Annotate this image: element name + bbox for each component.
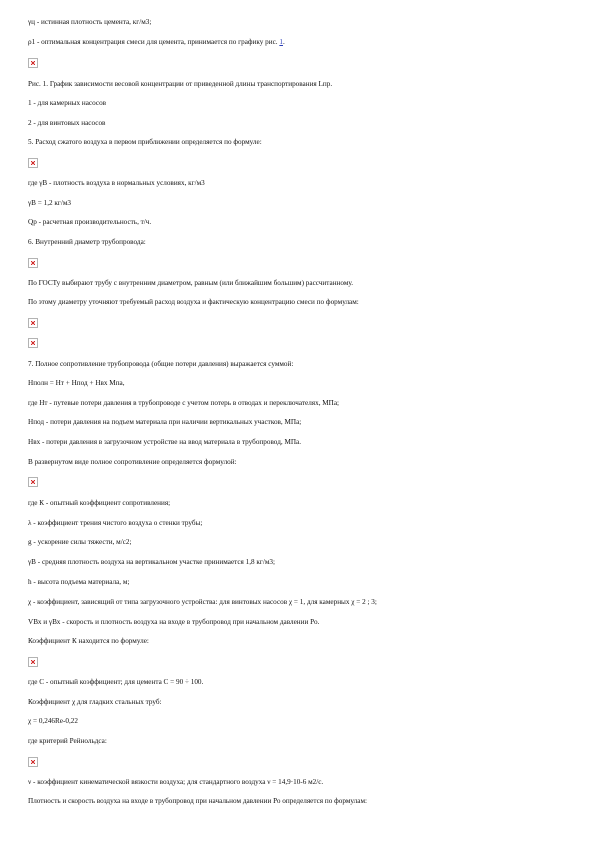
text-span: ρ1 - оптимальная концентрация смеси для цемента, принимается по графику рис.: [28, 38, 280, 46]
formula-line: Нполн = Нт + Нпод + Нвх Мпа,: [28, 379, 125, 387]
text-line: h - высота подъема материала, м;: [28, 578, 130, 586]
text-line: VВх и γВх - скорость и плотность воздуха на входе в трубопровод при начальном давлении Ро.: [28, 618, 320, 626]
text-line: Нвх - потери давления в загрузочном устройстве на ввод материала в трубопровод, МПа.: [28, 438, 302, 446]
text-span: .: [282, 38, 285, 46]
text-line: Qр - расчетная производительность, т/ч.: [28, 218, 152, 226]
broken-image-icon: [28, 657, 38, 667]
text-line: λ - коэффициент трения чистого воздуха о стенки трубы;: [28, 519, 203, 527]
section-heading: 7. Полное сопротивление трубопровода (общие потери давления) выражается суммой:: [28, 360, 294, 368]
text-line: Плотность и скорость воздуха на входе в трубопровод при начальном давлении Ро определяется по формулам:: [28, 797, 367, 805]
text-line: ν - коэффициент кинематической вязкости воздуха; для стандартного воздуха ν = 14,9·10-6 м2/с.: [28, 778, 324, 786]
figure-link[interactable]: 1: [279, 38, 283, 46]
text-line: Нпод - потери давления на подъем материала при наличии вертикальных участков, МПа;: [28, 418, 302, 426]
text-line: По ГОСТу выбирают трубу с внутренним диаметром, равным (или ближайшим большим) рассчитанному.: [28, 279, 354, 287]
broken-image-icon: [28, 338, 38, 348]
formula-line: χ = 0,246Re-0,22: [28, 717, 78, 725]
text-line: где С - опытный коэффициент; для цемента С = 90 ÷ 100.: [28, 678, 204, 686]
text-line: χ - коэффициент, зависящий от типа загрузочного устройства: для винтовых насосов χ = 1, для камерных χ = 2 ; 3;: [28, 598, 377, 606]
section-heading: 5. Расход сжатого воздуха в первом приближении определяется по формуле:: [28, 138, 262, 146]
broken-image-icon: [28, 58, 38, 68]
text-line: γВ - средняя плотность воздуха на вертикальном участке принимается 1,8 кг/м3;: [28, 558, 276, 566]
broken-image-icon: [28, 318, 38, 328]
text-line: γц - истинная плотность цемента, кг/м3;: [28, 18, 152, 26]
text-line: По этому диаметру уточняют требуемый расход воздуха и фактическую концентрацию смеси по формулам:: [28, 298, 359, 306]
text-line: 2 - для винтовых насосов: [28, 119, 106, 127]
text-line: 1 - для камерных насосов: [28, 99, 107, 107]
text-line: [28, 38, 587, 47]
text-line: где критерий Рейнольдса:: [28, 737, 107, 745]
broken-image-icon: [28, 258, 38, 268]
broken-image-icon: [28, 757, 38, 767]
text-line: Коэффициент χ для гладких стальных труб:: [28, 698, 162, 706]
text-line: где γВ - плотность воздуха в нормальных условиях, кг/м3: [28, 179, 205, 187]
section-heading: 6. Внутренний диаметр трубопровода:: [28, 238, 146, 246]
text-line: γВ = 1,2 кг/м3: [28, 199, 71, 207]
broken-image-icon: [28, 477, 38, 487]
text-line: где К - опытный коэффициент сопротивления;: [28, 499, 171, 507]
text-line: g - ускорение силы тяжести, м/с2;: [28, 538, 132, 546]
text-line: Коэффициент К находится по формуле:: [28, 637, 149, 645]
text-line: где Нт - путевые потери давления в трубопроводе с учетом потерь в отводах и переключателях, МПа;: [28, 399, 340, 407]
text-line: В развернутом виде полное сопротивление определяется формулой:: [28, 458, 237, 466]
broken-image-icon: [28, 158, 38, 168]
figure-caption: Рис. 1. График зависимости весовой концентрации от приведенной длины транспортирования Lпр.: [28, 80, 333, 88]
